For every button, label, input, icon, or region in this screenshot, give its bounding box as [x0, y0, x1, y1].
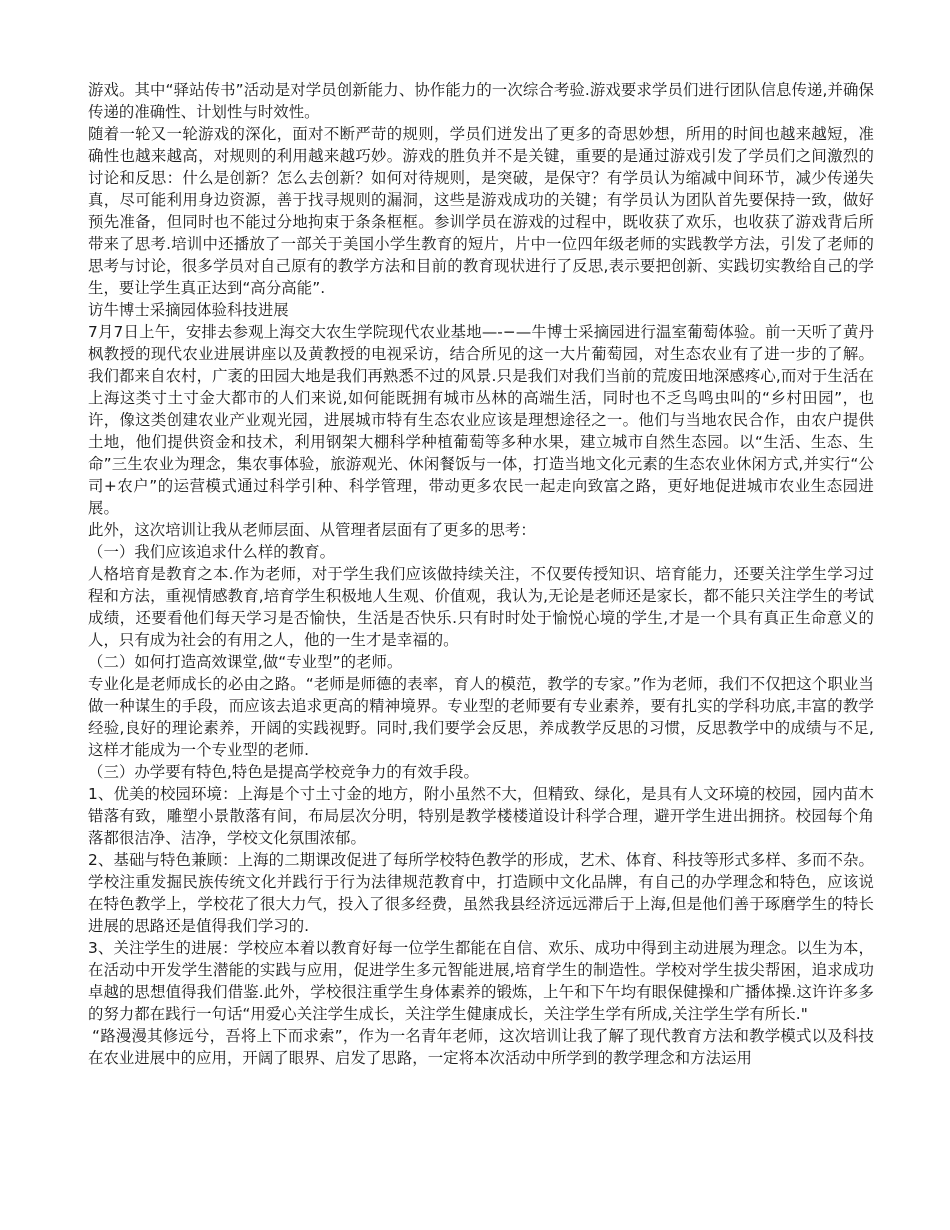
subheading-education-goal: （一）我们应该追求什么样的教育。	[88, 543, 336, 561]
paragraph-farm-visit: 7月7日上午，安排去参观上海交大农生学院现代农业基地—-−—牛博士采摘园进行温室葡萄体验。前一天听了黄丹枫教授的现代农业进展讲座以及黄教授的电视采访，结合所见的这一大片葡萄园，对生态农业有了进一步的了解。我们都来自农村，广袤的田园大地是我们再熟悉不过的风景.只是我们对我们当前的荒废田地深感疼心,而对于生活在上海这类寸土寸金大都市的人们来说,如何能既拥有城市丛林的高端生活，同时也不乏鸟鸣虫叫的“乡村田园”，也许，像这类创建农业产业观光园，进展城市特有生态农业应该是理想途径之一。他们与当地农民合作，由农户提供土地，他们提供资金和技术，利用钢架大棚科学种植葡萄等多种水果，建立城市自然生态园。以“生活、生态、生命”三生农业为理念，集农事体验，旅游观光、休闲餐饭与一体，打造当地文化元素的生态农业休闲方式,并实行“公司+农户”的运营模式通过科学引种、科学管理，带动更多农民一起走向致富之路，更好地促进城市农业生态园进展。	[88, 323, 874, 517]
paragraph-conclusion: “路漫漫其修远兮，吾将上下而求索”，作为一名青年老师，这次培训让我了解了现代教育方法和教学模式以及科技在农业进展中的应用，开阔了眼界、启发了思路，一定将本次活动中所学到的教学理念和方法运用	[88, 1027, 874, 1067]
section-heading-farm-visit: 访牛博士采摘园体验科技进展	[88, 301, 289, 319]
paragraph-game-reflection: 随着一轮又一轮游戏的深化，面对不断严苛的规则，学员们迸发出了更多的奇思妙想，所用的时间也越来越短，准确性也越来越高，对规则的利用越来越巧妙。游戏的胜负并不是关键，重要的是通过游戏引发了学员们之间激烈的讨论和反思：什么是创新？怎么去创新？如何对待规则，是突破，是保守？有学员认为缩减中间环节，减少传递失真，尽可能利用身边资源，善于找寻规则的漏洞，这些是游戏成功的关键；有学员认为团队首先要保持一致，做好预先准备，但同时也不能过分地拘束于条条框框。参训学员在游戏的过程中，既收获了欢乐，也收获了游戏背后所带来了思考.培训中还播放了一部关于美国小学生教育的短片，片中一位四年级老师的实践教学方法，引发了老师的思考与讨论，很多学员对自己原有的教学方法和目前的教育现状进行了反思,表示要把创新、实践切实教给自己的学生，要让学生真正达到“高分高能”.	[88, 125, 874, 297]
paragraph-further-thinking: 此外，这次培训让我从老师层面、从管理者层面有了更多的思考：	[88, 521, 536, 539]
paragraph-personality-education: 人格培育是教育之本.作为老师，对于学生我们应该做持续关注，不仅要传授知识、培育能力，还要关注学生学习过程和方法，重视情感教育,培育学生积极地人生观、价值观，我认为,无论是老师还是家长，都不能只关注学生的考试成绩，还要看他们每天学习是否愉快，生活是否快乐.只有时时处于愉悦心境的学生,才是一个具有真正生命意义的人，只有成为社会的有用之人，他的一生才是幸福的。	[88, 565, 874, 649]
list-item-student-development: 3、关注学生的进展：学校应本着以教育好每一位学生都能在自信、欢乐、成功中得到主动进展为理念。以生为本，在活动中开发学生潜能的实践与应用，促进学生多元智能进展,培育学生的制造性。学校对学生拔尖帮困，追求成功卓越的思想值得我们借鉴.此外，学校很注重学生身体素养的锻炼，上午和下午均有眼保健操和广播体操.这许许多多的努力都在践行一句话“用爱心关注学生成长，关注学生健康成长，关注学生学有所成,关注学生学有所长."	[88, 939, 874, 1023]
subheading-efficient-classroom: （二）如何打造高效课堂,做“专业型”的老师。	[88, 653, 403, 671]
list-item-basics-and-features: 2、基础与特色兼顾：上海的二期课改促进了每所学校特色教学的形成，艺术、体育、科技等形式多样、多而不杂。学校注重发掘民族传统文化并践行于行为法律规范教育中，打造顾中文化品牌，有自己的办学理念和特色，应该说在特色教学上，学校花了很大力气，投入了很多经费，虽然我县经济远远滞后于上海,但是他们善于琢磨学生的特长进展的思路还是值得我们学习的.	[88, 851, 874, 935]
paragraph-relay-game: 游戏。其中“驿站传书”活动是对学员创新能力、协作能力的一次综合考验.游戏要求学员们进行团队信息传递,并确保传递的准确性、计划性与时效性。	[88, 81, 874, 121]
document-page	[88, 79, 874, 1069]
subheading-school-characteristics: （三）办学要有特色,特色是提高学校竞争力的有效手段。	[88, 763, 479, 781]
paragraph-professional-teacher: 专业化是老师成长的必由之路。“老师是师德的表率，育人的模范，教学的专家。”作为老师，我们不仅把这个职业当做一种谋生的手段，而应该去追求更高的精神境界。专业型的老师要有专业素养，要有扎实的学科功底,丰富的教学经验,良好的理论素养，开阔的实践视野。同时,我们要学会反思，养成教学反思的习惯，反思教学中的成绩与不足,这样才能成为一个专业型的老师.	[88, 675, 874, 759]
list-item-campus-environment: 1、优美的校园环境：上海是个寸土寸金的地方，附小虽然不大，但精致、绿化，是具有人文环境的校园，园内苗木错落有致，雕塑小景散落有间，布局层次分明，特别是教学楼楼道设计科学合理，避开学生进出拥挤。校园每个角落都很洁净、洁净，学校文化氛围浓郁。	[88, 785, 874, 847]
